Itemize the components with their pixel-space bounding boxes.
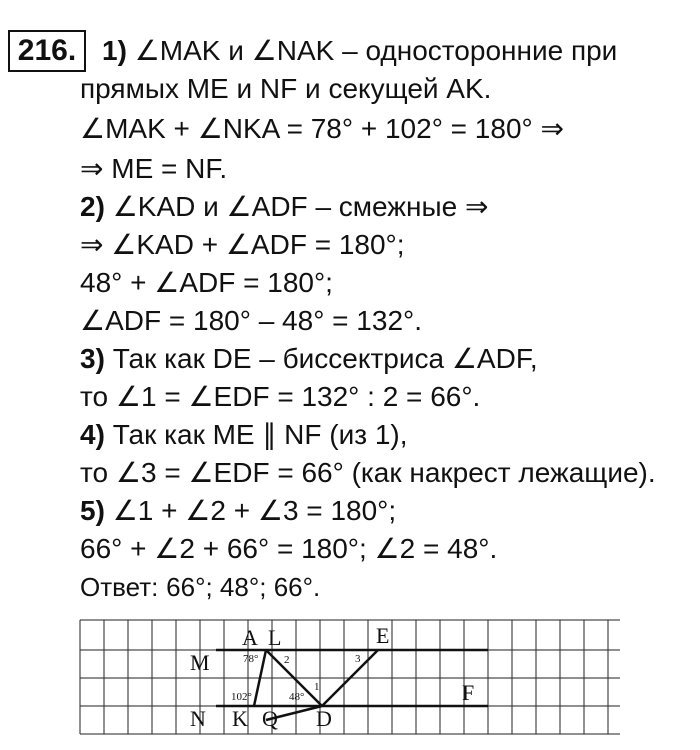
angle-48: 48°	[289, 691, 305, 703]
angle-3: 3	[355, 653, 361, 665]
angle-102: 102°	[231, 691, 252, 703]
label-e: E	[376, 623, 390, 648]
answer-value: 66°; 48°; 66°.	[166, 572, 321, 602]
step-text-5: ∠1 + ∠2 + ∠3 = 180°;	[112, 495, 397, 526]
solution-line-8: ∠ADF = 180° – 48° = 132°.	[80, 305, 423, 336]
solution-line-3: ∠MAK + ∠NKA = 78° + 102° = 180° ⇒	[80, 113, 564, 144]
solution-line-6: ⇒ ∠KAD + ∠ADF = 180°;	[80, 229, 405, 260]
label-a: A	[242, 625, 258, 650]
label-l: L	[268, 625, 282, 650]
solution-line-14: 66° + ∠2 + 66° = 180°; ∠2 = 48°.	[80, 533, 498, 564]
step-number-5: 5)	[80, 495, 105, 526]
label-m: M	[190, 650, 210, 675]
solution-line-12: то ∠3 = ∠EDF = 66° (как накрест лежащие).	[80, 457, 656, 488]
solution-line-10: то ∠1 = ∠EDF = 132° : 2 = 66°.	[80, 381, 481, 412]
step-text-3: Так как DE – биссектриса ∠ADF,	[112, 343, 538, 374]
angle-2: 2	[284, 654, 290, 666]
problem-number: 216.	[8, 30, 86, 72]
label-f: F	[462, 680, 475, 705]
solution-line-7: 48° + ∠ADF = 180°;	[80, 267, 333, 298]
step-text-4: Так как ME ∥ NF (из 1),	[112, 419, 408, 450]
step-number-1: 1)	[102, 35, 127, 66]
label-q: Q	[262, 706, 278, 731]
step-text-1: ∠MAK и ∠NAK – односторонние при	[134, 35, 618, 66]
solution-line-4: ⇒ ME = NF.	[80, 153, 228, 184]
label-n: N	[190, 706, 206, 731]
label-k: K	[232, 706, 248, 731]
step-number-4: 4)	[80, 419, 105, 450]
label-d: D	[316, 706, 332, 731]
step-number-2: 2)	[80, 191, 105, 222]
angle-1: 1	[314, 681, 320, 693]
step-text-2: ∠KAD и ∠ADF – смежные ⇒	[112, 191, 489, 222]
solution-line-2: прямых ME и NF и секущей AK.	[80, 73, 492, 104]
answer-label: Ответ:	[80, 572, 159, 602]
step-number-3: 3)	[80, 343, 105, 374]
angle-78: 78°	[243, 653, 259, 665]
